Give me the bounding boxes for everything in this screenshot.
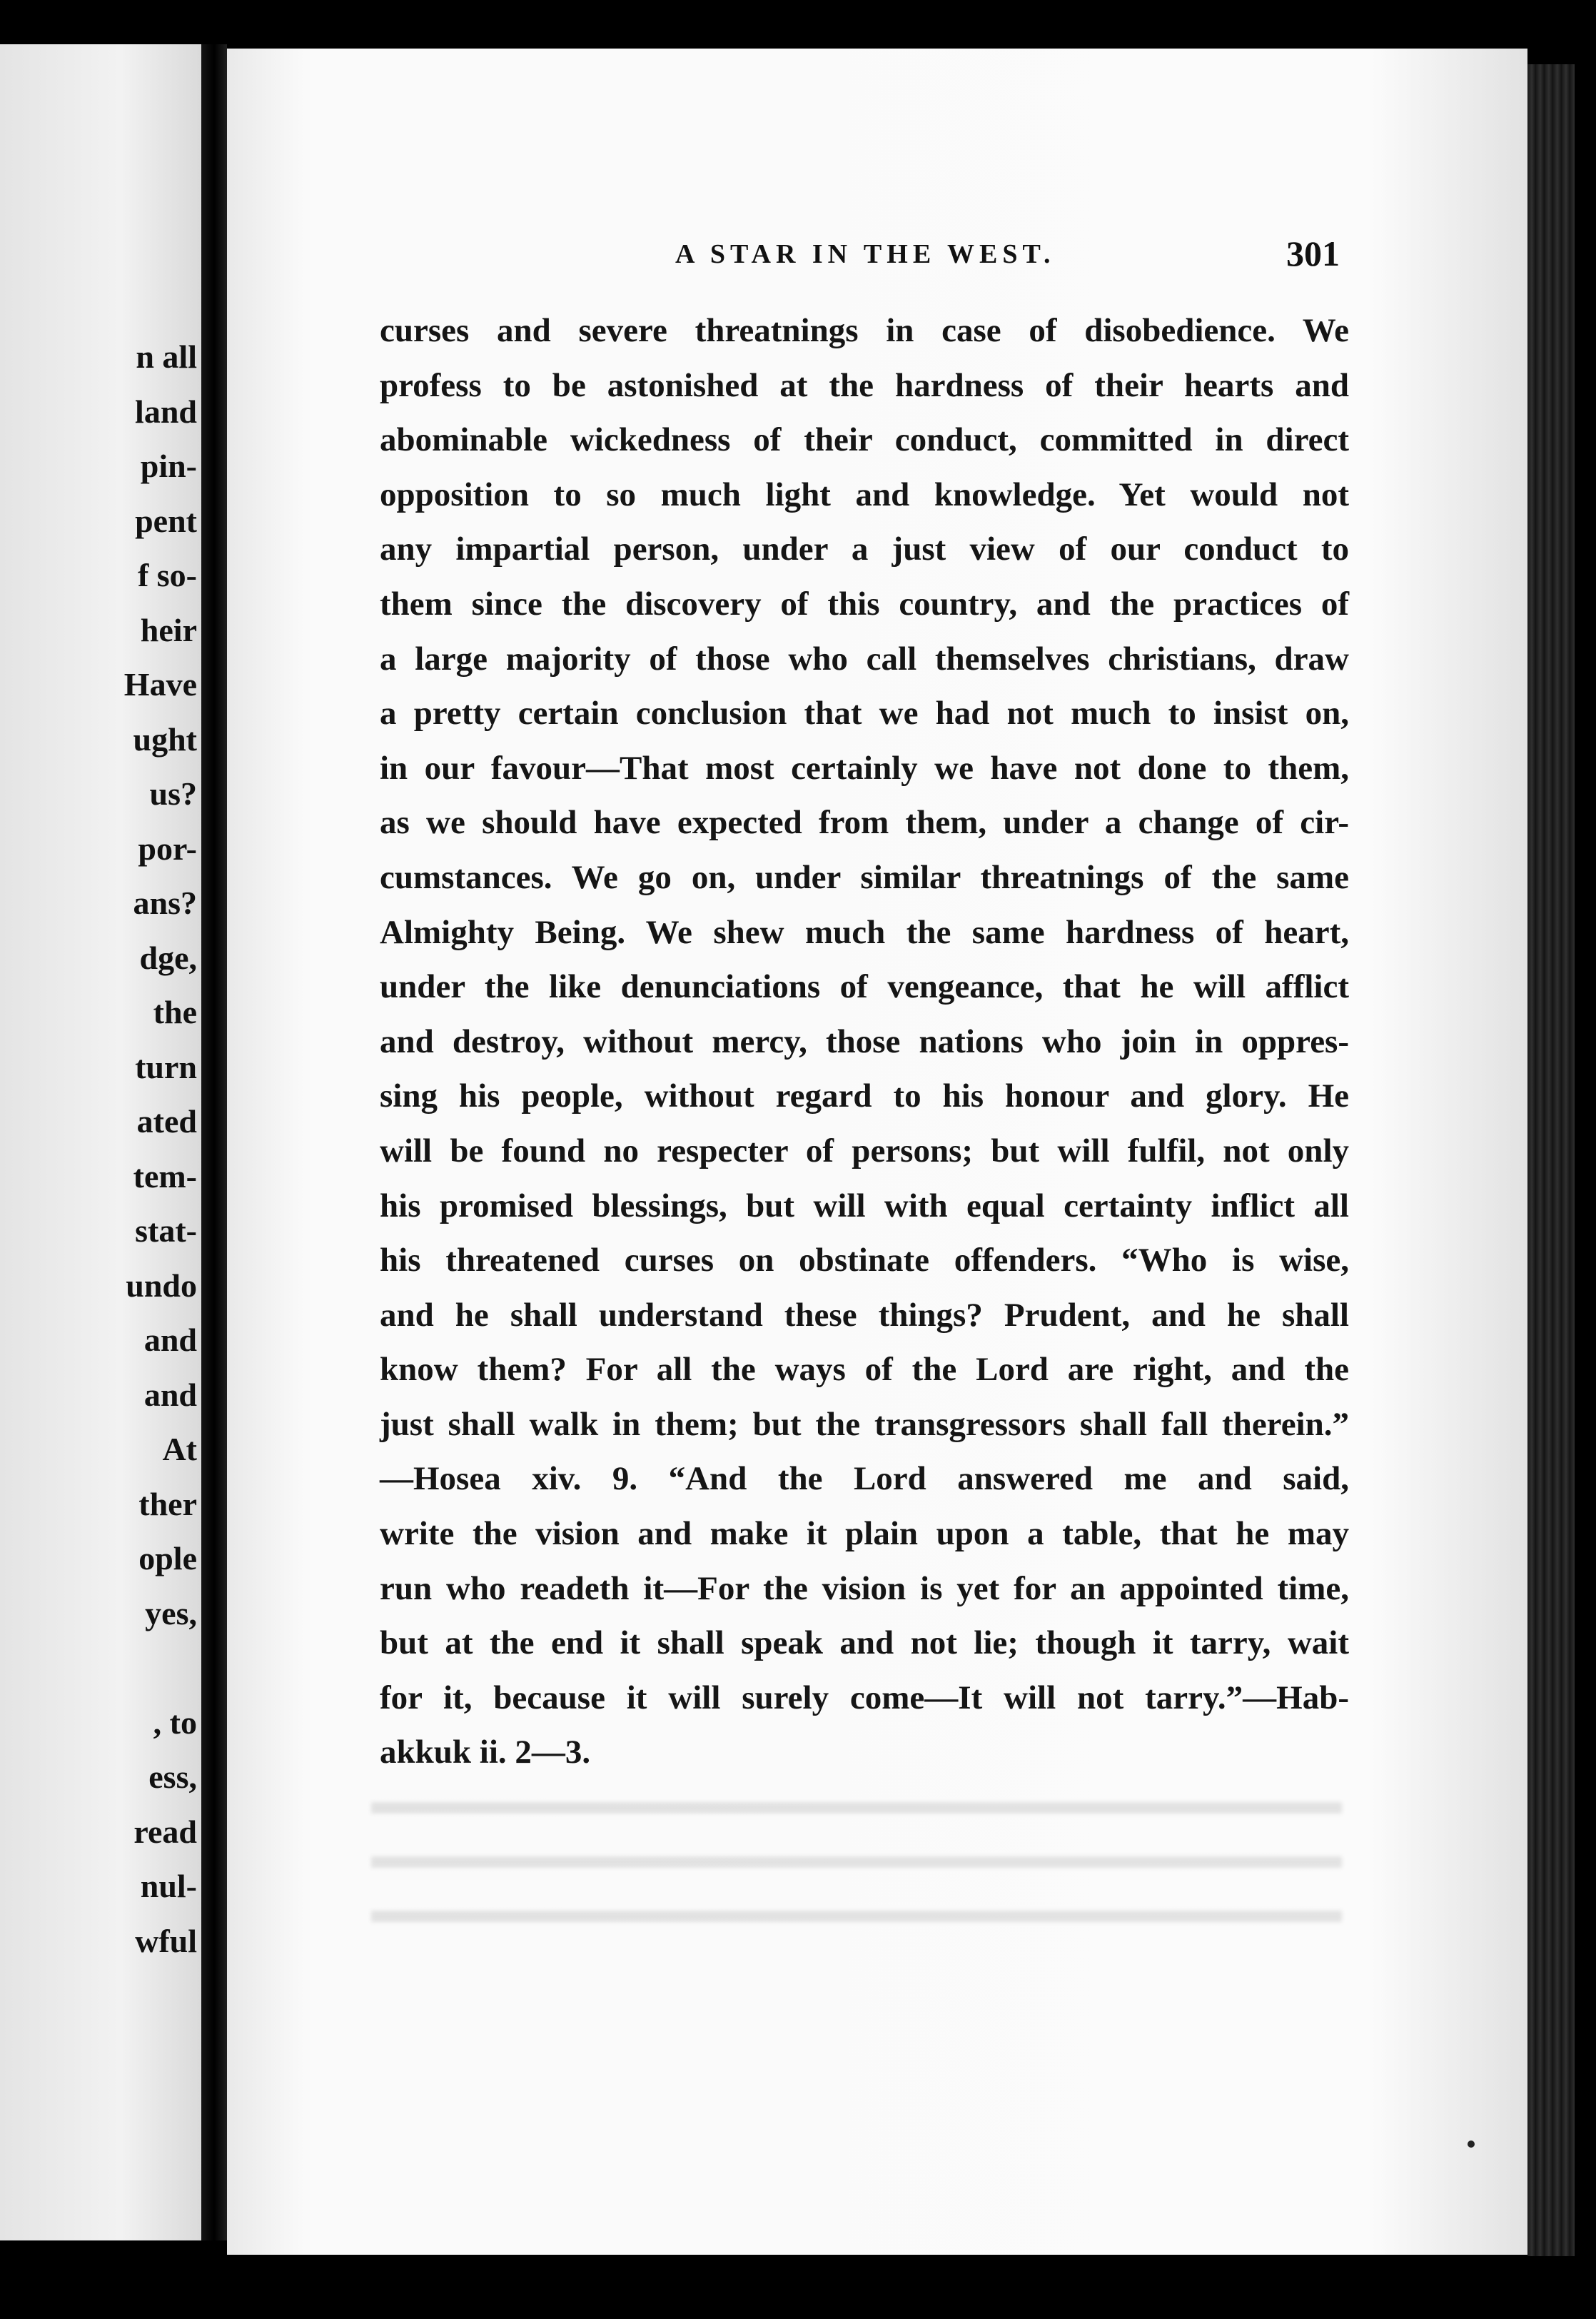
text-line: a large majority of those who call themselves christians, draw	[380, 640, 1349, 678]
show-through-text	[371, 1785, 1342, 1949]
text-line: his threatened curses on obstinate offenders. “Who is wise,	[380, 1242, 1349, 1279]
facing-line: and	[143, 1322, 197, 1358]
text-line: know them? For all the ways of the Lord are right, and the	[380, 1351, 1349, 1389]
facing-line: land	[135, 393, 197, 430]
text-line: a pretty certain conclusion that we had not much to insist on,	[380, 695, 1349, 733]
facing-line: At	[162, 1431, 197, 1467]
facing-line: ess,	[148, 1759, 197, 1795]
facing-line: , to	[153, 1704, 197, 1741]
facing-line: Have	[123, 666, 197, 703]
text-line: and he shall understand these things? Prudent, and he shall	[380, 1296, 1349, 1334]
facing-line	[124, 1641, 197, 1696]
facing-line: wful	[135, 1922, 197, 1959]
page-number: 301	[1286, 233, 1340, 273]
text-line: akkuk ii. 2—3.	[380, 1734, 591, 1771]
body-text	[380, 303, 1349, 1780]
facing-line: por-	[138, 830, 197, 867]
text-line: them since the discovery of this country, and the practices of	[380, 585, 1349, 623]
running-title: A STAR IN THE WEST.	[675, 239, 1056, 269]
facing-line: turn	[135, 1048, 197, 1085]
text-line: —Hosea xiv. 9. “And the Lord answered me and said,	[380, 1460, 1349, 1498]
facing-line: ans?	[133, 885, 197, 921]
facing-line: ther	[138, 1485, 197, 1522]
text-line: for it, because it will surely come—It will not tarry.”—Hab-	[380, 1679, 1349, 1716]
book-gutter	[201, 44, 227, 2240]
text-line: just shall walk in them; but the transgressors shall fall therein.”	[380, 1405, 1349, 1443]
text-line: and destroy, without mercy, those nations who join in oppres-	[380, 1022, 1349, 1060]
facing-page-text	[124, 330, 197, 1968]
ink-speck	[1468, 2141, 1475, 2148]
facing-line: pent	[135, 502, 197, 539]
text-line: curses and severe threatnings in case of disobedience. We	[380, 312, 1349, 349]
text-line: opposition to so much light and knowledge. Yet would not	[380, 476, 1349, 513]
facing-line: ople	[138, 1540, 197, 1576]
text-line: Almighty Being. We shew much the same hardness of heart,	[380, 913, 1349, 951]
facing-line: f so-	[137, 557, 197, 593]
text-line: abominable wickedness of their conduct, committed in direct	[380, 421, 1349, 459]
text-line: cumstances. We go on, under similar threatnings of the same	[380, 858, 1349, 896]
text-line: run who readeth it—For the vision is yet for an appointed time,	[380, 1569, 1349, 1607]
facing-page	[0, 44, 201, 2240]
facing-line: tem-	[133, 1157, 197, 1194]
text-line: under the like denunciations of vengeance, that he will afflict	[380, 968, 1349, 1006]
facing-line: us?	[149, 775, 197, 812]
facing-line: dge,	[139, 939, 197, 976]
text-line: write the vision and make it plain upon a table, that he may	[380, 1515, 1349, 1553]
text-line: any impartial person, under a just view of our conduct to	[380, 530, 1349, 568]
facing-line: n all	[136, 338, 197, 375]
facing-line: yes,	[145, 1594, 197, 1631]
text-line: profess to be astonished at the hardness of their hearts and	[380, 366, 1349, 404]
page-block-edge	[1527, 64, 1575, 2256]
text-line: but at the end it shall speak and not lie; though it tarry, wait	[380, 1624, 1349, 1662]
facing-line: heir	[140, 611, 197, 648]
facing-line: ught	[133, 720, 197, 758]
facing-line: the	[153, 994, 197, 1030]
text-line: as we should have expected from them, under a change of cir-	[380, 804, 1349, 842]
facing-line: undo	[126, 1267, 197, 1304]
text-line: will be found no respecter of persons; but will fulfil, not only	[380, 1132, 1349, 1169]
text-line: sing his people, without regard to his honour and glory. He	[380, 1077, 1349, 1115]
facing-line: pin-	[140, 448, 197, 484]
text-line: his promised blessings, but will with equal certainty inflict all	[380, 1187, 1349, 1224]
facing-line: stat-	[135, 1212, 197, 1249]
facing-line: and	[143, 1376, 197, 1413]
facing-line: ated	[136, 1103, 197, 1140]
facing-line: nul-	[140, 1868, 197, 1904]
facing-line: read	[133, 1813, 197, 1850]
text-line: in our favour—That most certainly we have not done to them,	[380, 749, 1349, 787]
